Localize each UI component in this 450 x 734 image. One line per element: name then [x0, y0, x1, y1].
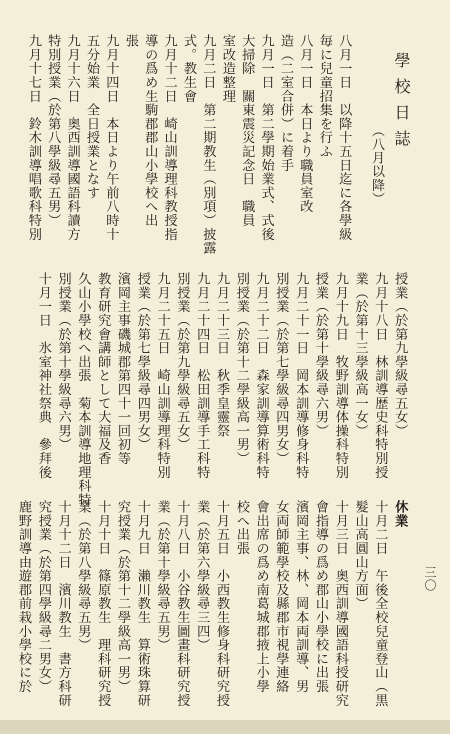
top-entry-column: 張 [122, 34, 138, 48]
bottom-entry-column: 校へ出張 [233, 500, 249, 556]
bottom-entry-column: 十月二日 午後全校兒童登山（黒 [372, 500, 388, 707]
middle-entry-column: 九月二十五日 崎山訓導理科特別 [154, 272, 170, 479]
top-entry-column: 毎に兒童招集を行ふ [316, 34, 332, 159]
top-entry-column: 九月一日 第二學期始業式、式後 [258, 34, 274, 241]
middle-entry-column: 九月二十一日 岡本訓導修身科特 [293, 272, 309, 479]
bottom-entry-column: 十月三日 奥西訓導國語科授研究 [332, 500, 348, 707]
bottom-entry-column: 究授業（於第四學級尋二男女） [35, 500, 51, 694]
bottom-entry-column: 十月十二日 濱川教生 書方科研 [55, 500, 71, 707]
top-entry-column: 九月十四日 本日より午前八時十 [103, 34, 119, 241]
middle-entry-column: 九月二十四日 松田訓導手工科特 [194, 272, 210, 479]
middle-entry-column: 別授業（於第十學級尋六男） [55, 272, 71, 452]
bottom-entry-column: 十月五日 小西教生修身科研究授 [214, 500, 229, 707]
middle-entry-column: 授業（於第十學級尋六男） [313, 272, 328, 438]
top-entry-column: 導の爲め生駒郡郡山小學校へ出 [142, 34, 158, 228]
middle-entry-column: 九月二十三日 秋季皇靈祭 [214, 272, 229, 438]
middle-entry-column: 濱岡主事磯城郡第四十一回初等 [115, 272, 130, 466]
top-entry-column: 九月十二日 崎山訓導理科教授指 [161, 34, 177, 241]
top-entry-column: 造（二室合併）に着手 [278, 34, 293, 172]
page-number: 三〇 [423, 566, 437, 592]
top-entry-column: 八月一日 以降十五日迄に各學級 [336, 34, 352, 241]
middle-entry-column: 授業（於第七學級尋四男女） [134, 272, 150, 452]
bottom-entry-column: 髮山高圓山方面） [352, 500, 368, 611]
top-entry-column: 大掃除 關東震災記念日 職員 [239, 34, 255, 228]
middle-entry-column: 久山小學校へ出張 菊本訓導地理科特 [75, 272, 91, 507]
middle-entry-column: 十月一日 氷室神社祭典 參拜後 [35, 272, 51, 479]
bottom-entry-column: 會出席の爲め南葛城郡掖上小學 [253, 500, 269, 694]
middle-entry-column: 九月二十二日 森家訓導算術科特 [253, 272, 269, 479]
middle-entry-column: 別授業（於第九學級尋五女） [174, 272, 190, 452]
bottom-entry-column: 十月十日 篠原教生 理科研究授 [95, 500, 111, 707]
top-entry-column: 五分始業 全日授業となす [84, 34, 99, 200]
top-entry-column: 特別授業（於第八學級尋五男） [45, 34, 61, 228]
page-title: 學校日誌 [392, 52, 411, 156]
middle-entry-column: 九月十八日 林訓導歴史科特別授 [372, 272, 388, 479]
bottom-entry-column: 濱岡主事、林、岡本両訓導、男 [293, 500, 309, 694]
bottom-entry-column: 鹿野訓導由遊郡前栽小學校に於 [16, 500, 31, 694]
top-entry-column: 式。教生會 [181, 34, 196, 103]
middle-entry-column: 別授業（於第七學級尋四男女） [273, 272, 289, 466]
bottom-entry-column: 業（於第十學級尋五男） [154, 500, 170, 652]
bottom-entry-column: 休業 [392, 500, 408, 528]
middle-entry-column: 業（於第十三學級高一女） [352, 272, 368, 438]
bottom-entry-column: 十月八日 小谷教生圖畫科研究授 [174, 500, 190, 707]
middle-entry-column: 別授業（於第十二學級高一男） [233, 272, 249, 466]
bottom-entry-column: 女両師範學校及縣郡市視學連絡 [273, 500, 289, 694]
top-entry-column: 九月二日 第二期教生（別項）披露 [200, 34, 216, 255]
bottom-entry-column: 業（於第六學級尋三四） [194, 500, 210, 652]
top-entry-column: 室改造整理 [219, 34, 235, 103]
page-bottom-edge [0, 720, 450, 734]
middle-entry-column: 授業（於第九學級尋五女） [392, 272, 408, 438]
middle-entry-column: 九月十九日 牧野訓導体操科特別 [332, 272, 348, 479]
top-entry-column: 九月十七日 鈴木訓導唱歌科特別 [25, 34, 41, 241]
top-entry-column: 八月一日 本日より職員室改 [297, 34, 313, 214]
bottom-entry-column: 究授業（於第十二學級高一男） [115, 500, 130, 694]
middle-entry-column: 教育研究會講師として大福及香 [95, 272, 111, 466]
bottom-entry-column: 十月九日 瀨川教生 算術珠算研 [134, 500, 150, 707]
page-subtitle: （八月以降） [369, 124, 384, 206]
bottom-entry-column: 業（於第八學級尋五男） [75, 500, 91, 652]
top-entry-column: 九月十六日 奥西訓導國語科讀方 [64, 34, 80, 241]
bottom-entry-column: 會指導の爲め郡山小學校に出張 [313, 500, 328, 694]
